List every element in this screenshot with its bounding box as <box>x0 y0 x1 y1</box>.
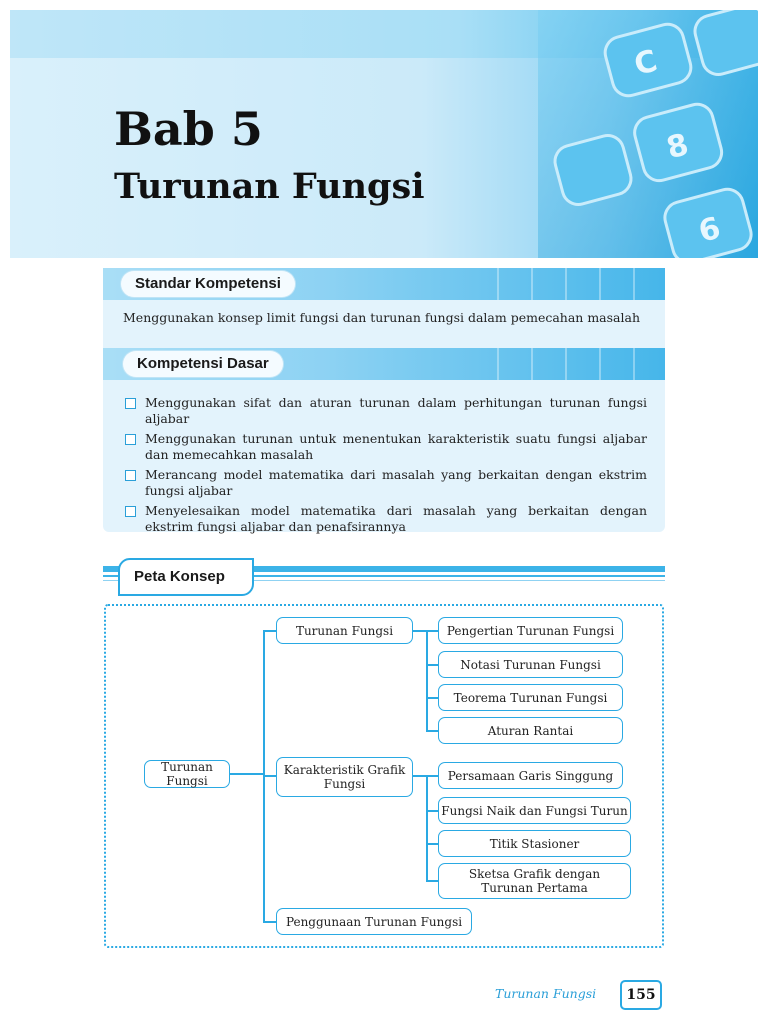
chapter-title: Turunan Fungsi <box>114 166 425 207</box>
checkbox-bullet-icon <box>125 506 136 517</box>
connector-line <box>426 630 438 632</box>
map-leaf-node: Titik Stasioner <box>438 830 631 857</box>
connector-line <box>263 630 276 632</box>
calculator-keys-image <box>538 10 758 258</box>
connector-line <box>413 630 426 632</box>
map-leaf-node: Fungsi Naik dan Fungsi Turun <box>438 797 631 824</box>
connector-line <box>426 664 438 666</box>
connector-line <box>426 775 438 777</box>
connector-line <box>413 775 426 777</box>
chapter-banner <box>10 10 758 258</box>
connector-line <box>426 880 438 882</box>
running-title: Turunan Fungsi <box>495 986 597 1001</box>
map-leaf-node: Aturan Rantai <box>438 717 623 744</box>
map-leaf-node: Sketsa Grafik dengan Turunan Pertama <box>438 863 631 899</box>
list-item: Menggunakan sifat dan aturan turunan dalam perhitungan turunan fungsi aljabar <box>123 395 647 427</box>
peta-konsep-label: Peta Konsep <box>118 558 254 596</box>
kompetensi-label: Kompetensi Dasar <box>123 351 283 377</box>
map-branch-node: Penggunaan Turunan Fungsi <box>276 908 472 935</box>
standar-label: Standar Kompetensi <box>121 271 295 297</box>
map-root-node: Turunan Fungsi <box>144 760 230 788</box>
svg-text:8: 8 <box>663 127 693 167</box>
list-item: Merancang model matematika dari masalah yang berkaitan dengan ekstrim fungsi aljabar <box>123 467 647 499</box>
map-branch-node: Turunan Fungsi <box>276 617 413 644</box>
list-item: Menggunakan turunan untuk menentukan karakteristik suatu fungsi aljabar dan memecahkan masalah <box>123 431 647 463</box>
checkbox-bullet-icon <box>125 470 136 481</box>
chapter-number: Bab 5 <box>114 102 263 156</box>
checkbox-bullet-icon <box>125 434 136 445</box>
svg-text:6: 6 <box>694 210 725 250</box>
checkbox-bullet-icon <box>125 398 136 409</box>
competence-panel <box>103 268 665 532</box>
map-leaf-node: Persamaan Garis Singgung <box>438 762 623 789</box>
connector-line <box>263 921 276 923</box>
map-leaf-node: Teorema Turunan Fungsi <box>438 684 623 711</box>
connector-line <box>426 843 438 845</box>
map-branch-node: Karakteristik Grafik Fungsi <box>276 757 413 797</box>
kompetensi-list <box>123 395 647 539</box>
connector-line <box>263 775 276 777</box>
connector-line <box>229 773 263 775</box>
map-leaf-node: Notasi Turunan Fungsi <box>438 651 623 678</box>
standar-text: Menggunakan konsep limit fungsi dan turunan fungsi dalam pemecahan masalah <box>123 310 641 325</box>
list-item: Menyelesaikan model matematika dari masalah yang berkaitan dengan ekstrim fungsi aljabar dan penafsirannya <box>123 503 647 535</box>
standar-bar <box>103 268 665 300</box>
kompetensi-bar <box>103 348 665 380</box>
connector-line <box>426 810 438 812</box>
connector-line <box>426 730 438 732</box>
connector-line <box>426 697 438 699</box>
connector-line <box>426 775 428 881</box>
map-leaf-node: Pengertian Turunan Fungsi <box>438 617 623 644</box>
svg-text:C: C <box>630 43 661 83</box>
page-number: 155 <box>620 980 662 1010</box>
connector-line <box>426 630 428 731</box>
